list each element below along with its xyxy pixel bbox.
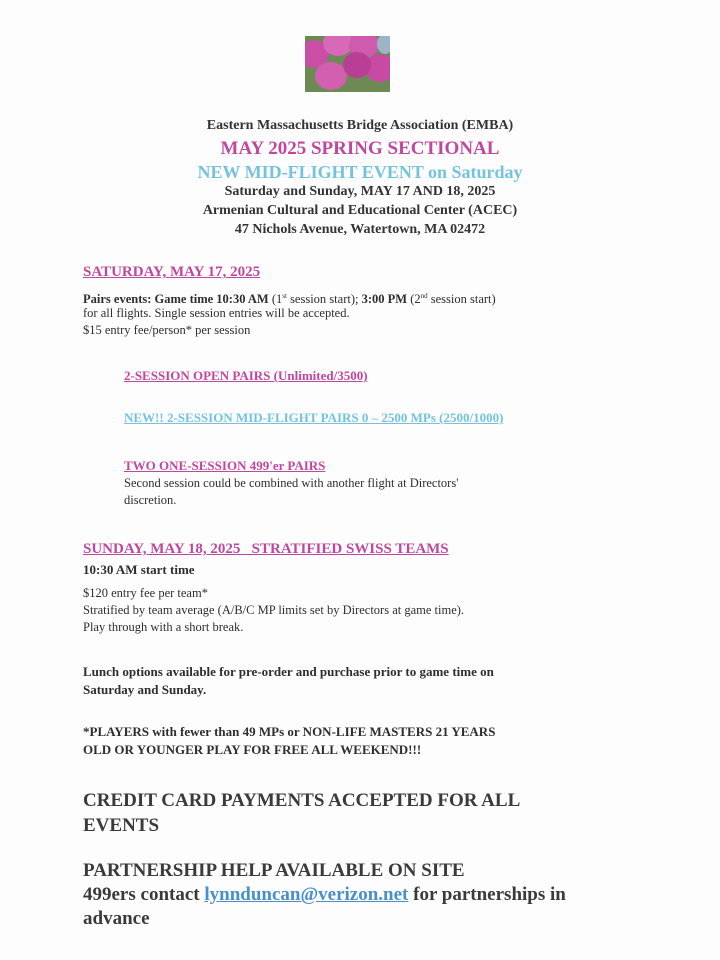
org-name: Eastern Massachusetts Bridge Association (EMBA) bbox=[206, 118, 514, 133]
event-title: MAY 2025 SPRING SECTIONAL bbox=[220, 138, 500, 159]
email-link[interactable]: lynnduncan@verizon.net bbox=[204, 884, 409, 905]
credit-line-2: EVENTS bbox=[83, 815, 160, 836]
free-line-2: OLD OR YOUNGER PLAY FOR FREE ALL WEEKEND!!! bbox=[83, 742, 422, 757]
sup-2: nd bbox=[420, 292, 428, 300]
sunday-start: 10:30 AM start time bbox=[83, 562, 195, 577]
sunday-strat: Stratified by team average (A/B/C MP limits set by Directors at game time). bbox=[83, 603, 465, 617]
pairs-time-2: 3:00 PM bbox=[361, 292, 408, 307]
free-line-1: *PLAYERS with fewer than 49 MPs or NON-LIFE MASTERS 21 YEARS bbox=[83, 724, 496, 739]
event-subtitle: NEW MID-FLIGHT EVENT on Saturday bbox=[197, 162, 523, 182]
event-open-pairs: 2-SESSION OPEN PAIRS (Unlimited/3500) bbox=[124, 368, 368, 383]
contact-post: for partnerships in bbox=[408, 884, 566, 905]
saturday-fee: $15 entry fee/person* per session bbox=[83, 323, 251, 337]
credit-line-1: CREDIT CARD PAYMENTS ACCEPTED FOR ALL bbox=[83, 790, 521, 811]
venue: Armenian Cultural and Educational Center (ACEC) bbox=[202, 203, 518, 218]
event-mid-flight-pairs: NEW!! 2-SESSION MID-FLIGHT PAIRS 0 – 2500 MPs (2500/1000) bbox=[124, 410, 504, 425]
partnership-contact bbox=[83, 882, 566, 907]
partnership-heading: PARTNERSHIP HELP AVAILABLE ON SITE bbox=[83, 860, 465, 881]
session-2-end: session start) bbox=[427, 292, 496, 307]
sunday-fee: $120 entry fee per team* bbox=[83, 586, 208, 600]
lunch-line-2: Saturday and Sunday. bbox=[83, 682, 207, 697]
address: 47 Nichols Avenue, Watertown, MA 02472 bbox=[234, 222, 486, 237]
flowers-image bbox=[305, 36, 390, 92]
contact-pre: 499ers contact bbox=[83, 884, 205, 905]
session-2-text: (2 bbox=[407, 292, 421, 307]
event-dates: Saturday and Sunday, MAY 17 AND 18, 2025 bbox=[224, 184, 496, 199]
499er-note-1: Second session could be combined with another flight at Directors' bbox=[124, 476, 459, 490]
pairs-time-1: Pairs events: Game time 10:30 AM bbox=[83, 292, 269, 307]
saturday-flights: for all flights. Single session entries will be accepted. bbox=[83, 306, 350, 320]
sunday-heading: SUNDAY, MAY 18, 2025 STRATIFIED SWISS TEAMS bbox=[83, 541, 449, 557]
session-1-text: (1 bbox=[268, 292, 283, 307]
499er-note-2: discretion. bbox=[124, 493, 177, 507]
lunch-line-1: Lunch options available for pre-order and purchase prior to game time on bbox=[83, 664, 494, 679]
partnership-advance: advance bbox=[83, 908, 150, 929]
sup-1: st bbox=[282, 292, 287, 300]
saturday-heading: SATURDAY, MAY 17, 2025 bbox=[83, 264, 261, 280]
session-1-end: session start); bbox=[286, 292, 362, 307]
sunday-play: Play through with a short break. bbox=[83, 620, 244, 634]
event-499er-pairs: TWO ONE-SESSION 499'er PAIRS bbox=[124, 458, 326, 473]
